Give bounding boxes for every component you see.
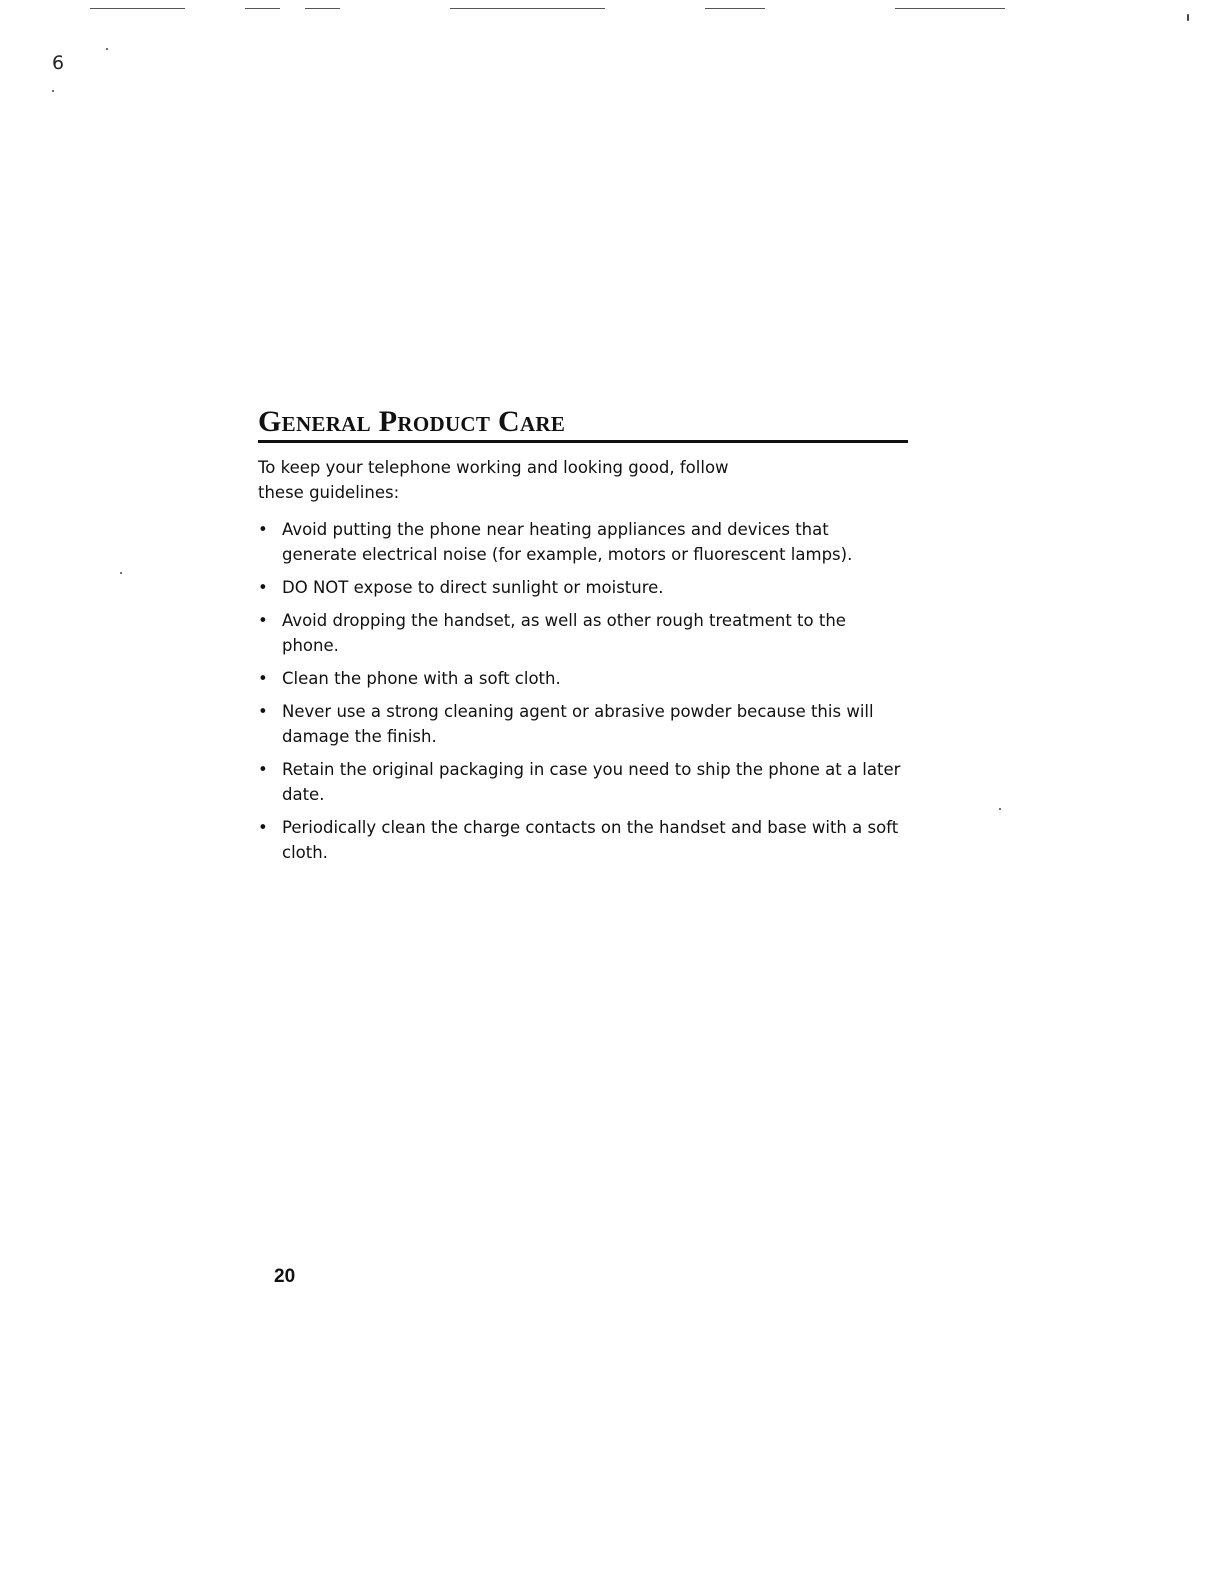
list-item-text: Avoid dropping the handset, as well as other rough treatment to the phone. [282, 611, 846, 655]
section-heading: General Product Care [258, 406, 908, 443]
list-item-text: Clean the phone with a soft cloth. [282, 669, 561, 688]
list-item-text: Periodically clean the charge contacts on the handset and base with a soft cloth. [282, 818, 899, 862]
bullet-icon: • [258, 578, 268, 597]
list-item-text: Retain the original packaging in case you need to ship the phone at a later date. [282, 760, 901, 804]
scan-speck [120, 572, 122, 574]
scan-edge-marks [0, 8, 1224, 12]
bullet-icon: • [258, 702, 268, 721]
list-item [258, 666, 908, 691]
scan-speck [1187, 14, 1189, 21]
list-item-text: DO NOT expose to direct sunlight or moisture. [282, 578, 664, 597]
list-item [258, 608, 908, 658]
page-number: 20 [274, 1266, 296, 1287]
scan-speck [999, 808, 1001, 810]
scan-speck [52, 90, 54, 92]
list-item [258, 757, 908, 807]
bullet-icon: • [258, 760, 268, 779]
bullet-icon: • [258, 520, 268, 539]
list-item-text: Never use a strong cleaning agent or abrasive powder because this will damage the finish. [282, 702, 874, 746]
bullet-icon: • [258, 669, 268, 688]
list-item-text: Avoid putting the phone near heating appliances and devices that generate electrical noise (for example, motors or fluorescent lamps). [282, 520, 853, 564]
corner-number: 6 [52, 52, 65, 74]
intro-paragraph: To keep your telephone working and looking good, follow these guidelines: [258, 458, 729, 502]
bullet-icon: • [258, 818, 268, 837]
scan-speck [106, 48, 108, 50]
list-item [258, 815, 908, 865]
product-care-section [258, 406, 908, 873]
list-item [258, 575, 908, 600]
bullet-icon: • [258, 611, 268, 630]
list-item [258, 517, 908, 567]
guidelines-list [258, 517, 908, 865]
list-item [258, 699, 908, 749]
